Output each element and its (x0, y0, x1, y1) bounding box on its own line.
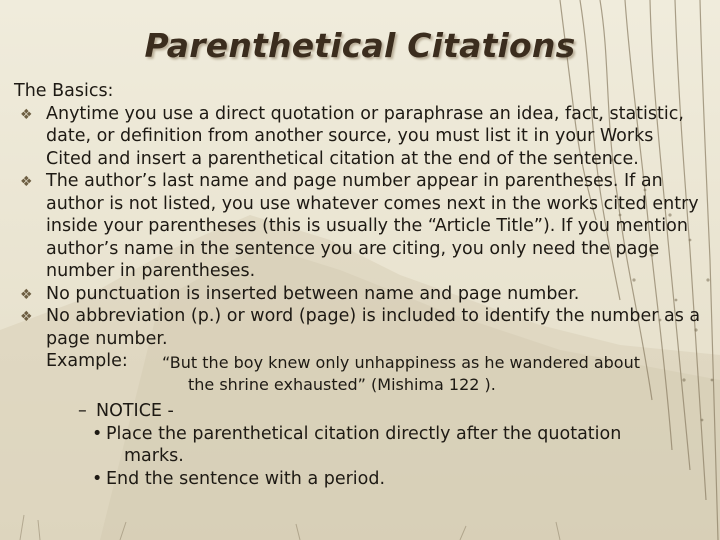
dot-bullet-icon: • (92, 423, 103, 444)
bullet-item (14, 103, 704, 171)
notice-item (14, 423, 704, 468)
diamond-bullet-icon: ❖ (20, 106, 33, 123)
bullet-text: Anytime you use a direct quotation or paraphrase an idea, fact, statistic, date, or definition from another source, you must list it in your Works Cited and insert a parenthetical citation at the end of the sentence. (46, 103, 684, 169)
bullet-text: No punctuation is inserted between name and page number. (46, 283, 580, 304)
notice-item-continuation: marks. (124, 446, 184, 466)
notice-label: NOTICE - (96, 401, 174, 421)
basics-heading: The Basics: (14, 81, 114, 101)
bullet-item (14, 305, 704, 350)
bullet-text: No abbreviation (p.) or word (page) is included to identify the number as a page number. (46, 306, 701, 349)
notice-item-text: End the sentence with a period. (106, 468, 386, 489)
page-title: Parenthetical Citations (144, 26, 576, 65)
diamond-bullet-icon: ❖ (20, 286, 33, 303)
dash-bullet: – (78, 401, 87, 421)
notice-item-text: Place the parenthetical citation directly after the quotation (106, 423, 622, 444)
example-label: Example: (46, 351, 128, 371)
dot-bullet-icon: • (92, 468, 103, 489)
example-quote-line2: the shrine exhausted” (Mishima 122 ). (188, 375, 496, 394)
example-block (14, 350, 704, 396)
bullet-item (14, 170, 704, 283)
bullet-text: The author’s last name and page number appear in parentheses. If an author is not listed, you use whatever comes next in the works cited entry inside your parentheses (this is usually the “Article Title”). If you mention author’s name in the sentence you are citing, you only need the page number in parentheses. (46, 171, 699, 281)
slide-body (14, 80, 704, 490)
example-quote (162, 352, 702, 396)
bullet-item (14, 283, 704, 306)
notice-item (14, 468, 704, 491)
diamond-bullet-icon: ❖ (20, 309, 33, 325)
example-quote-line1: “But the boy knew only unhappiness as he wandered about (162, 353, 640, 372)
diamond-bullet-icon: ❖ (20, 174, 33, 190)
basics-bullet-list (14, 103, 704, 351)
notice-heading (14, 400, 704, 423)
